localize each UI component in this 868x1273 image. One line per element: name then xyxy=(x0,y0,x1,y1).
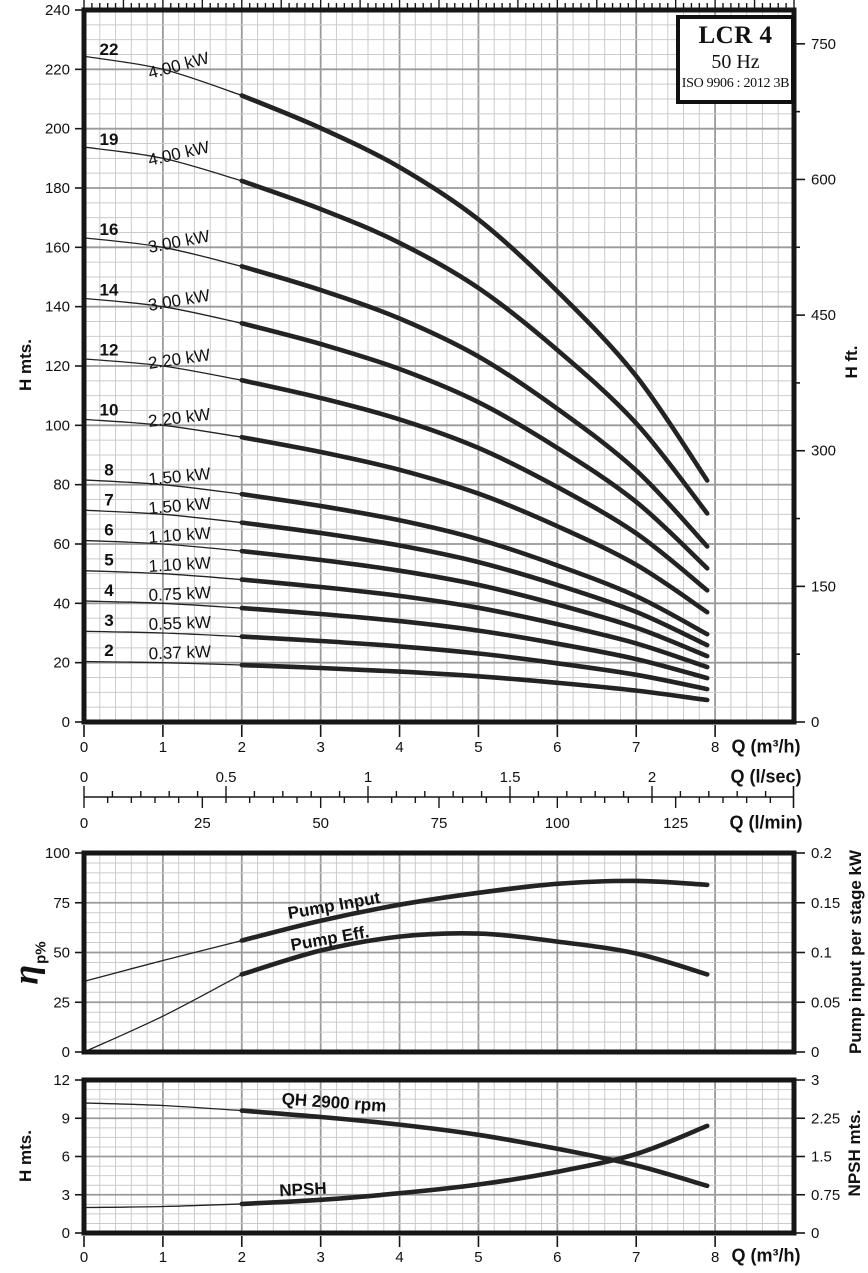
h-mts-tick-label: 140 xyxy=(44,298,70,316)
axis-label-q-m3h-qh: Q (m³/h) xyxy=(731,1245,801,1266)
frequency: 50 Hz xyxy=(711,51,760,73)
stage-count-label: 4 xyxy=(104,580,114,600)
h-mts-tick-label: 200 xyxy=(44,120,70,138)
axis-label-eta xyxy=(5,941,50,984)
axis-label-q-lmin: Q (l/min) xyxy=(729,812,803,833)
q-m3h-tick-label: 4 xyxy=(395,739,404,756)
h-mts-tick-label: 60 xyxy=(53,536,70,553)
stage-power-label: 4.00 kW xyxy=(146,48,212,83)
stage-count-label: 19 xyxy=(99,130,119,150)
h-mts-tick-label: 0 xyxy=(61,714,70,731)
curve-label-pump-input: Pump Input xyxy=(286,888,382,923)
h-mts-qh-tick-label: 3 xyxy=(61,1186,70,1204)
h-mts-tick-label: 220 xyxy=(44,61,70,79)
q-lsec-tick-label: 1 xyxy=(363,769,373,786)
q-lmin-tick-label: 25 xyxy=(193,815,211,832)
kw-per-stage-tick-label: 0.2 xyxy=(811,845,832,862)
h-mts-tick-label: 100 xyxy=(44,417,70,435)
kw-per-stage-tick-label: 0 xyxy=(811,1044,820,1061)
qh-npsh-chart-grid xyxy=(84,1080,794,1233)
q-m3h-tick-label: 2 xyxy=(237,739,246,756)
iso-standard: ISO 9906 : 2012 3B xyxy=(681,76,790,91)
q-m3h-qh-tick-label: 2 xyxy=(237,1249,246,1266)
axis-label-h-mts-qh: H mts. xyxy=(16,1130,35,1182)
eta-symbol: η xyxy=(5,964,46,985)
q-m3h-tick-label: 8 xyxy=(710,739,720,756)
h-ft-tick-label: 450 xyxy=(811,307,837,325)
stage-power-label: 4.00 kW xyxy=(146,137,212,170)
h-mts-tick-label: 120 xyxy=(44,358,70,375)
pump-model: LCR 4 xyxy=(698,22,773,49)
stage-count-label: 2 xyxy=(104,640,114,660)
q-m3h-tick-label: 5 xyxy=(474,739,483,756)
stage-count-label: 8 xyxy=(104,460,114,480)
kw-per-stage-tick-label: 0.15 xyxy=(811,894,841,912)
axis-label-pump-input-per-stage: Pump input per stage kW xyxy=(846,849,865,1055)
q-m3h-qh-tick-label: 7 xyxy=(632,1249,641,1266)
eta-tick-label: 25 xyxy=(53,994,70,1012)
kw-per-stage-tick-label: 0.1 xyxy=(811,944,832,962)
stage-power-label: 2.20 kW xyxy=(147,404,212,432)
q-m3h-qh-tick-label: 3 xyxy=(316,1249,325,1266)
title-box xyxy=(676,15,795,104)
q-m3h-tick-label: 6 xyxy=(553,739,562,756)
stage-count-label: 7 xyxy=(104,490,114,510)
q-m3h-qh-tick-label: 1 xyxy=(158,1249,168,1266)
stage-count-label: 12 xyxy=(99,340,119,360)
q-m3h-qh-tick-label: 8 xyxy=(710,1249,720,1266)
stage-power-label: 3.00 kW xyxy=(146,285,212,315)
stage-power-label: 1.50 kW xyxy=(147,493,212,519)
h-mts-tick-label: 180 xyxy=(44,180,70,197)
h-mts-qh-tick-label: 9 xyxy=(61,1110,70,1128)
q-lsec-tick-label: 0 xyxy=(79,769,89,786)
q-lsec-tick-label: 0.5 xyxy=(215,769,237,786)
h-ft-tick-label: 600 xyxy=(811,171,837,189)
stage-power-label: 0.55 kW xyxy=(148,612,212,635)
h-mts-qh-tick-label: 6 xyxy=(61,1148,70,1166)
curve-label-npsh: NPSH xyxy=(278,1178,328,1201)
stage-count-label: 6 xyxy=(104,520,114,540)
npsh-tick-label: 2.25 xyxy=(811,1110,841,1128)
q-lmin-tick-label: 50 xyxy=(312,815,330,832)
qh-npsh-curve-0 xyxy=(242,1111,707,1186)
h-mts-tick-label: 240 xyxy=(44,2,70,19)
h-ft-tick-label: 150 xyxy=(811,578,837,596)
stage-power-label: 1.10 kW xyxy=(147,553,212,576)
stage-power-label: 1.50 kW xyxy=(147,464,212,490)
head-curve-2 xyxy=(242,665,707,700)
npsh-tick-label: 0 xyxy=(811,1225,820,1242)
h-ft-tick-label: 0 xyxy=(811,714,820,731)
h-mts-qh-tick-label: 0 xyxy=(61,1225,70,1242)
axis-label-h-ft: H ft. xyxy=(842,345,861,379)
eta-subscript: p% xyxy=(32,941,50,964)
stage-count-label: 14 xyxy=(99,280,119,300)
stage-count-label: 5 xyxy=(104,550,114,570)
h-mts-tick-label: 160 xyxy=(44,239,70,257)
q-lsec-tick-label: 2 xyxy=(647,769,657,786)
q-m3h-qh-tick-label: 4 xyxy=(395,1249,404,1266)
npsh-tick-label: 1.5 xyxy=(811,1148,832,1166)
axis-label-npsh-mts: NPSH mts. xyxy=(845,1109,864,1197)
axis-label-h-mts-main: H mts. xyxy=(16,339,35,391)
h-ft-tick-label: 750 xyxy=(811,35,837,53)
q-m3h-qh-tick-label: 6 xyxy=(553,1249,562,1266)
kw-per-stage-tick-label: 0.05 xyxy=(811,994,841,1012)
axis-label-q-m3h-main: Q (m³/h) xyxy=(731,736,801,757)
h-ft-tick-label: 300 xyxy=(811,442,837,460)
q-m3h-tick-label: 0 xyxy=(79,739,89,756)
h-mts-qh-tick-label: 12 xyxy=(53,1072,70,1089)
eta-tick-label: 50 xyxy=(53,944,70,962)
q-lmin-tick-label: 125 xyxy=(663,815,689,832)
q-lmin-tick-label: 100 xyxy=(544,815,570,832)
eta-tick-label: 100 xyxy=(44,845,70,862)
q-lmin-tick-label: 0 xyxy=(79,815,89,832)
stage-count-label: 10 xyxy=(99,400,119,420)
stage-power-label: 2.20 kW xyxy=(146,345,212,373)
stage-count-label: 3 xyxy=(104,610,114,630)
stage-count-label: 22 xyxy=(99,39,119,59)
npsh-tick-label: 3 xyxy=(811,1072,820,1089)
efficiency-chart-curves xyxy=(84,881,707,1052)
axis-label-q-lsec: Q (l/sec) xyxy=(730,766,802,787)
flow-unit-rulers xyxy=(80,769,794,832)
stage-power-label: 3.00 kW xyxy=(146,226,212,257)
q-m3h-tick-label: 1 xyxy=(158,739,168,756)
h-mts-tick-label: 20 xyxy=(53,654,70,672)
h-mts-tick-label: 80 xyxy=(53,476,70,494)
h-mts-tick-label: 40 xyxy=(53,595,70,613)
q-m3h-tick-label: 3 xyxy=(316,739,325,756)
npsh-tick-label: 0.75 xyxy=(811,1186,841,1204)
curve-label-pump-eff: Pump Eff. xyxy=(289,922,371,955)
q-lmin-tick-label: 75 xyxy=(430,815,448,832)
stage-power-label: 0.37 kW xyxy=(148,642,212,664)
q-lsec-tick-label: 1.5 xyxy=(499,769,521,786)
eta-tick-label: 0 xyxy=(61,1044,70,1061)
head-curve-19 xyxy=(242,181,707,514)
stage-power-label: 1.10 kW xyxy=(147,523,212,547)
eta-tick-label: 75 xyxy=(53,894,70,912)
stage-count-label: 16 xyxy=(99,220,119,240)
q-m3h-qh-tick-label: 5 xyxy=(474,1249,483,1266)
stage-power-label: 0.75 kW xyxy=(148,583,212,606)
q-m3h-tick-label: 7 xyxy=(632,739,641,756)
curve-label-qh: QH 2900 rpm xyxy=(281,1089,388,1116)
q-m3h-qh-tick-label: 0 xyxy=(79,1249,89,1266)
